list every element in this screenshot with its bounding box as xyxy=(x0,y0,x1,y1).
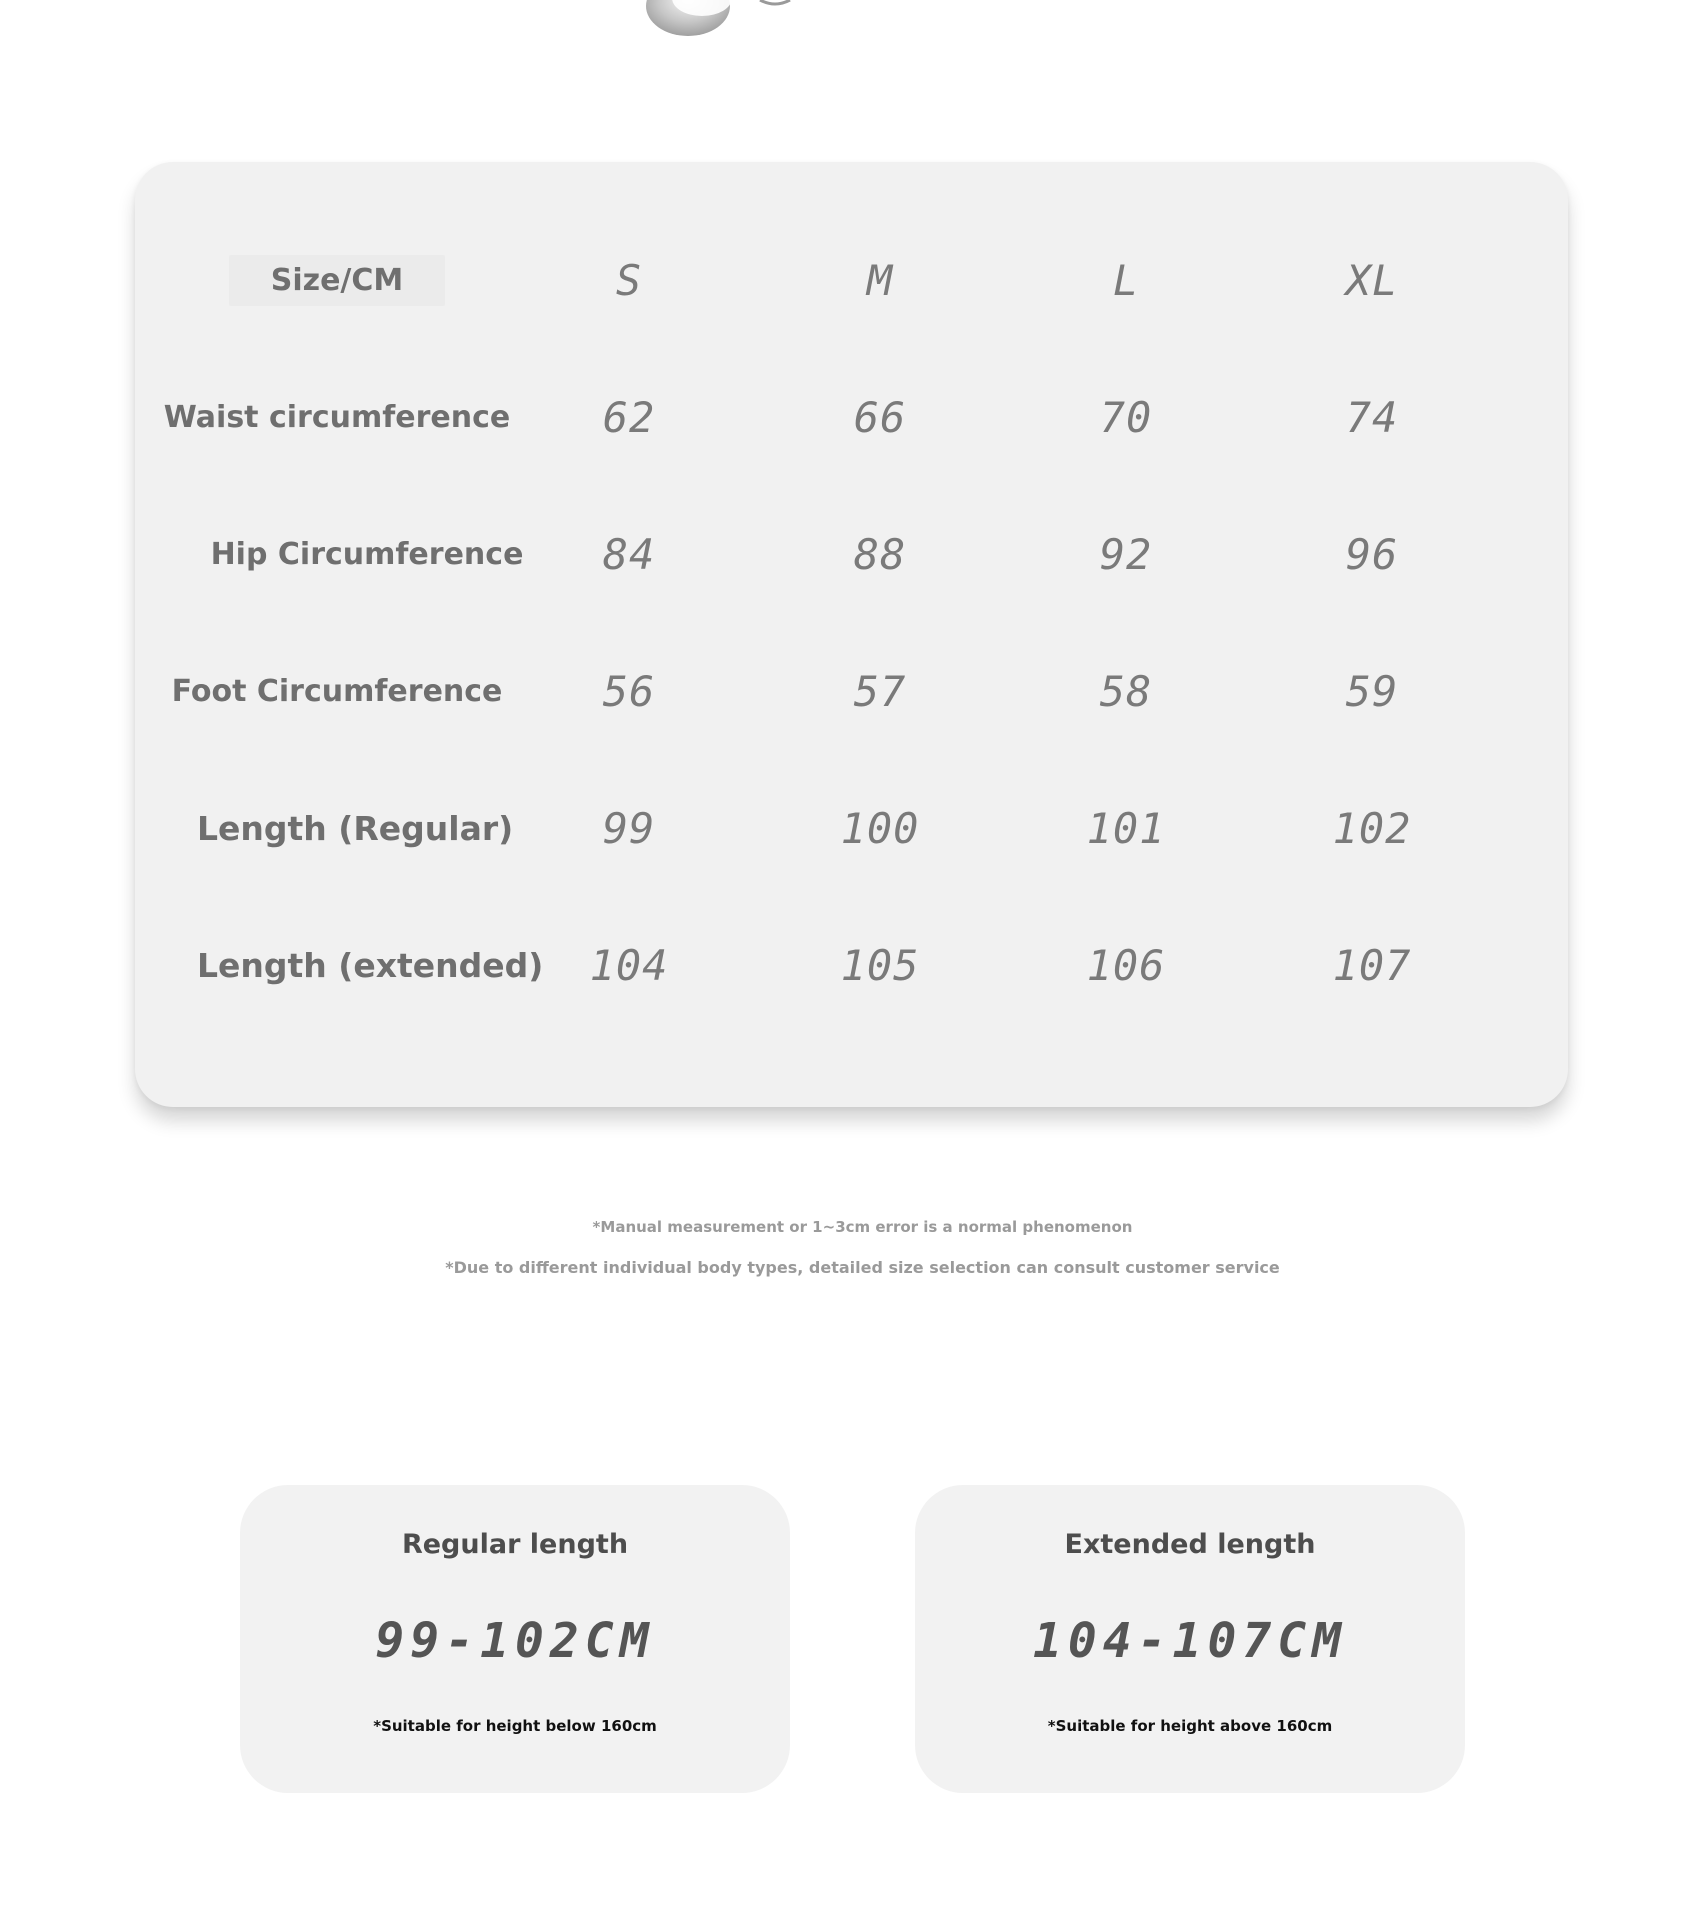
table-row-foot xyxy=(171,643,1527,780)
regular-length-title: Regular length xyxy=(401,1529,629,1560)
row-label-waist: Waist circumference xyxy=(163,399,511,435)
table-cell: 74 xyxy=(1345,392,1399,442)
table-cell: 88 xyxy=(853,529,907,579)
table-cell: 105 xyxy=(840,940,920,990)
table-cell: 104 xyxy=(589,940,669,990)
extended-length-title: Extended length xyxy=(1064,1529,1316,1560)
size-table xyxy=(163,232,1527,1054)
decorative-swirl-graphic xyxy=(640,0,820,42)
size-unit-label: Size/CM xyxy=(187,232,487,328)
table-cell: 70 xyxy=(1099,392,1153,442)
table-cell: 58 xyxy=(1099,666,1153,716)
extended-length-card xyxy=(915,1485,1465,1793)
table-cell: 57 xyxy=(853,666,907,716)
table-row-length-extended xyxy=(187,917,1527,1054)
row-label-length-extended: Length (extended) xyxy=(197,945,544,985)
size-header-l: L xyxy=(1112,255,1140,305)
table-cell: 59 xyxy=(1345,666,1399,716)
size-header-m: M xyxy=(866,255,894,305)
measurement-error-note: *Manual measurement or 1~3cm error is a normal phenomenon xyxy=(592,1218,1133,1236)
row-label-hip: Hip Circumference xyxy=(210,536,524,572)
size-header-s: S xyxy=(615,255,643,305)
table-cell: 106 xyxy=(1086,940,1166,990)
table-cell: 100 xyxy=(840,803,920,853)
table-cell: 66 xyxy=(853,392,907,442)
table-cell: 56 xyxy=(602,666,656,716)
regular-length-range: 99-102CM xyxy=(375,1613,655,1669)
regular-length-note: *Suitable for height below 160cm xyxy=(373,1717,657,1735)
row-label-foot: Foot Circumference xyxy=(171,673,503,709)
table-row-hip xyxy=(187,506,1527,643)
row-label-length-regular: Length (Regular) xyxy=(197,808,514,848)
table-cell: 99 xyxy=(602,803,656,853)
extended-length-range: 104-107CM xyxy=(1032,1613,1348,1669)
table-cell: 102 xyxy=(1332,803,1412,853)
size-header-xl: XL xyxy=(1345,255,1399,305)
size-chart-card xyxy=(135,162,1568,1107)
regular-length-card xyxy=(240,1485,790,1793)
table-row-waist xyxy=(163,369,1527,506)
table-cell: 92 xyxy=(1099,529,1153,579)
table-cell: 84 xyxy=(602,529,656,579)
table-cell: 62 xyxy=(602,392,656,442)
table-cell: 107 xyxy=(1332,940,1412,990)
table-cell: 101 xyxy=(1086,803,1166,853)
consult-service-note: *Due to different individual body types, detailed size selection can consult customer service xyxy=(445,1258,1280,1277)
table-header-row xyxy=(187,232,1527,369)
extended-length-note: *Suitable for height above 160cm xyxy=(1047,1717,1333,1735)
table-cell: 96 xyxy=(1345,529,1399,579)
table-row-length-regular xyxy=(187,780,1527,917)
